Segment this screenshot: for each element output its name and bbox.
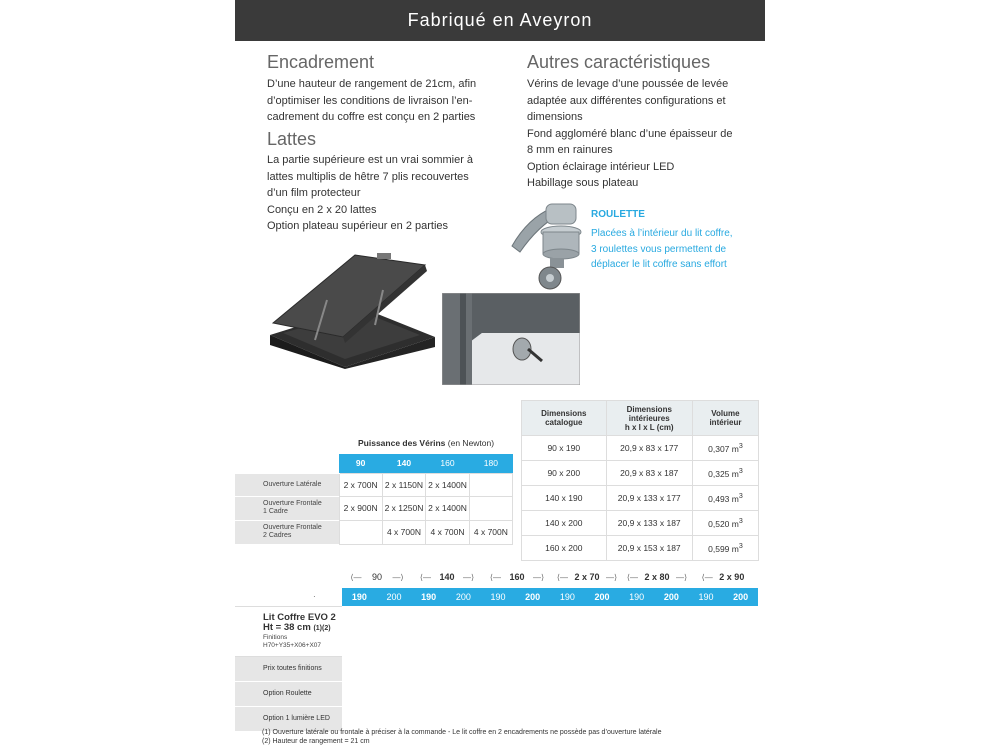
dim-interieur: 20,9 x 133 x 187: [606, 511, 692, 536]
dimensions-header-interieures: [606, 401, 692, 436]
roulette-image: [508, 198, 588, 293]
dimensions-row: [522, 511, 759, 536]
product-cell: [235, 606, 342, 657]
width-label: 2 x 80: [644, 572, 670, 582]
encadrement-line: cadrement du coffre est conçu en 2 parties: [267, 111, 476, 123]
autres-line: adaptée aux différentes configurations et: [527, 94, 726, 107]
roulette-title: ROULETTE: [591, 209, 645, 220]
verins-cell: 2 x 1400N: [426, 473, 470, 496]
prix-lengths-row: [342, 588, 758, 606]
dim-catalogue: 90 x 190: [522, 436, 607, 461]
verins-cell: 4 x 700N: [382, 520, 426, 544]
dimensions-row: [522, 436, 759, 461]
finitions-label: Finitions: [263, 634, 288, 641]
autres-line: Vérins de levage d’une poussée de levée: [527, 78, 729, 90]
header-line: catalogue: [545, 418, 583, 427]
lattes-line: Conçu en 2 x 20 lattes: [267, 203, 377, 216]
verins-header-row: [235, 454, 513, 473]
arrow-left: ⟨—: [626, 573, 638, 582]
dim-volume: [692, 436, 758, 461]
verins-row: [235, 520, 513, 544]
volume-value: 0,325 m: [708, 468, 739, 479]
prix-left-mark: ·: [313, 592, 316, 601]
width-label: 140: [439, 572, 455, 582]
header-line: h x l x L (cm): [624, 422, 674, 432]
footnote-1: (1) Ouverture latérale ou frontale à préciser à la commande - Le lit coffre en 2 encadrements ne possède pas d’ouverture latérale: [262, 729, 662, 736]
dimensions-header-row: [522, 401, 759, 436]
verins-cell: 2 x 1150N: [382, 473, 426, 496]
length-cell: 190: [421, 592, 437, 602]
arrow-right: —⟩: [533, 573, 545, 582]
verins-row: [235, 473, 513, 496]
prix-row-label: Option Roulette: [235, 682, 342, 707]
dim-volume: [692, 461, 758, 486]
length-cell: 190: [490, 592, 506, 602]
length-cell: 190: [629, 592, 645, 602]
verins-size-180: 180: [469, 454, 512, 473]
width-group: [342, 572, 412, 582]
product-height: [263, 623, 342, 634]
verins-title: [358, 438, 494, 448]
encadrement-text: [267, 76, 477, 126]
header-line: intérieur: [709, 418, 742, 427]
verins-cell: 4 x 700N: [426, 520, 470, 544]
volume-value: 0,520 m: [708, 518, 739, 529]
verins-cell: [469, 473, 512, 496]
roulette-text: [591, 226, 761, 273]
width-group: [552, 572, 622, 582]
length-cell: 200: [455, 592, 471, 602]
dim-interieur: 20,9 x 83 x 177: [606, 436, 692, 461]
verins-size-160: 160: [426, 454, 470, 473]
autres-line: dimensions: [527, 111, 583, 123]
bed-coffre-image: [265, 245, 440, 370]
verins-cell: 4 x 700N: [469, 520, 512, 544]
length-cell: 200: [386, 592, 402, 602]
lattes-heading: Lattes: [267, 129, 317, 149]
roulette-line: 3 roulettes vous permettent de: [591, 243, 727, 255]
product-name: Lit Coffre EVO 2: [263, 612, 336, 623]
volume-exp: 3: [738, 467, 743, 476]
length-cell: 190: [351, 592, 367, 602]
verins-row-label: Ouverture Frontale: [263, 500, 322, 507]
arrow-left: ⟨—: [701, 573, 713, 582]
arrow-right: —⟩: [676, 573, 688, 582]
width-group: [692, 572, 758, 582]
verins-title-unit: (en Newton): [445, 438, 495, 448]
dim-volume: [692, 536, 758, 561]
verins-cell: [469, 496, 512, 520]
lattes-text: [267, 152, 482, 235]
verins-table: [235, 454, 513, 545]
verins-cell: 2 x 700N: [339, 473, 382, 496]
verins-title-bold: Puissance des Vérins: [358, 438, 446, 448]
dimensions-row: [522, 461, 759, 486]
length-cell: 200: [733, 592, 749, 602]
volume-value: 0,307 m: [708, 443, 739, 454]
verins-row-sublabel: 1 Cadre: [263, 508, 288, 515]
arrow-left: ⟨—: [419, 573, 431, 582]
roulette-line: déplacer le lit coffre sans effort: [591, 259, 727, 270]
arrow-right: —⟩: [463, 573, 475, 582]
arrow-left: ⟨—: [350, 573, 362, 582]
dim-catalogue: 90 x 200: [522, 461, 607, 486]
dim-interieur: 20,9 x 133 x 177: [606, 486, 692, 511]
verins-row-label: Ouverture Frontale: [263, 524, 322, 532]
encadrement-heading: Encadrement: [267, 52, 375, 72]
dim-interieur: 20,9 x 153 x 187: [606, 536, 692, 561]
dimensions-table: [521, 400, 759, 561]
verins-row-sublabel: 2 Cadres: [263, 532, 292, 540]
verins-cell: 2 x 1250N: [382, 496, 426, 520]
dim-catalogue: 140 x 200: [522, 511, 607, 536]
verins-cell: 2 x 900N: [339, 496, 382, 520]
header-line: Dimensions: [541, 409, 587, 418]
dim-volume: [692, 486, 758, 511]
autres-text: [527, 76, 742, 192]
width-label: 2 x 70: [574, 572, 600, 582]
autres-line: Option éclairage intérieur LED: [527, 160, 675, 173]
length-cell: 200: [594, 592, 610, 602]
finitions-codes: H70+Y35+X06+X07: [263, 642, 322, 649]
autres-line: 8 mm en rainures: [527, 144, 613, 156]
dimensions-header-catalogue: [522, 401, 607, 436]
lattes-line: La partie supérieure est un vrai sommier à: [267, 154, 474, 166]
verins-size-140: 140: [382, 454, 426, 473]
arrow-right: —⟩: [606, 573, 618, 582]
dimensions-header-volume: [692, 401, 758, 436]
header-line: Volume: [711, 409, 740, 418]
volume-value: 0,599 m: [708, 543, 739, 554]
width-label: 2 x 90: [719, 572, 745, 582]
header-line: Dimensions: [626, 404, 672, 414]
prix-label-column: [235, 606, 342, 730]
width-label: 160: [509, 572, 525, 582]
autres-heading: Autres caractéristiques: [527, 52, 711, 72]
roulette-line: Placées à l’intérieur du lit coffre,: [591, 228, 733, 239]
length-cell: 200: [663, 592, 679, 602]
length-cell: 190: [698, 592, 714, 602]
dim-volume: [692, 511, 758, 536]
volume-exp: 3: [738, 542, 743, 551]
arrow-left: ⟨—: [556, 573, 568, 582]
interior-photo: [442, 293, 580, 385]
product-footnote-ref: (1)(2): [313, 625, 331, 632]
encadrement-line: d’optimiser les conditions de livraison l’en-: [267, 94, 473, 107]
arrow-right: —⟩: [392, 573, 404, 582]
lattes-line: Option plateau supérieur en 2 parties: [267, 220, 449, 232]
autres-line: Habillage sous plateau: [527, 177, 639, 189]
width-group: [482, 572, 552, 582]
prix-width-groups: [342, 572, 758, 584]
dimensions-row: [522, 536, 759, 561]
header-line: intérieures: [628, 413, 670, 423]
dimensions-row: [522, 486, 759, 511]
prix-row-label: Prix toutes finitions: [235, 657, 342, 682]
page-banner: [235, 0, 765, 41]
dim-catalogue: 140 x 190: [522, 486, 607, 511]
volume-exp: 3: [738, 442, 743, 451]
dim-catalogue: 160 x 200: [522, 536, 607, 561]
verins-cell: [339, 520, 382, 544]
volume-value: 0,493 m: [708, 493, 739, 504]
width-group: [622, 572, 692, 582]
prix-row-label: Option 1 lumière LED: [235, 707, 342, 731]
volume-exp: 3: [738, 517, 743, 526]
volume-exp: 3: [738, 492, 743, 501]
lattes-line: lattes multiplis de hêtre 7 plis recouvertes: [267, 170, 469, 183]
verins-row-label: Ouverture Latérale: [263, 481, 322, 488]
arrow-left: ⟨—: [489, 573, 501, 582]
verins-size-90: 90: [339, 454, 382, 473]
verins-cell: 2 x 1400N: [426, 496, 470, 520]
dim-interieur: 20,9 x 83 x 187: [606, 461, 692, 486]
autres-line: Fond aggloméré blanc d’une épaisseur de: [527, 127, 733, 140]
product-height-value: Ht = 38 cm: [263, 622, 311, 633]
footnotes: [262, 728, 661, 746]
width-group: [412, 572, 482, 582]
lattes-line: d’un film protecteur: [267, 187, 361, 199]
encadrement-line: D’une hauteur de rangement de 21cm, afin: [267, 78, 477, 90]
footnote-2: (2) Hauteur de rangement = 21 cm: [262, 738, 370, 745]
banner-title: Fabriqué en Aveyron: [407, 10, 593, 30]
verins-row: [235, 496, 513, 520]
width-label: 90: [371, 572, 382, 582]
length-cell: 200: [525, 592, 541, 602]
length-cell: 190: [559, 592, 575, 602]
